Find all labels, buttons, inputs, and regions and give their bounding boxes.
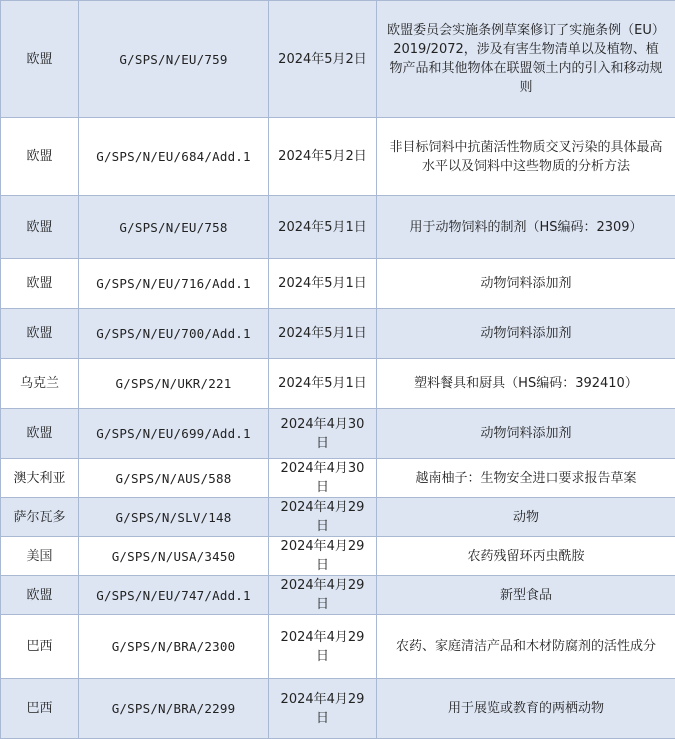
product-cell: 动物饲料添加剂 <box>377 259 675 309</box>
symbol-cell: G/SPS/N/EU/684/Add.1 <box>79 118 269 196</box>
date-cell: 2024年5月1日 <box>269 196 377 259</box>
member-cell: 乌克兰 <box>1 359 79 409</box>
table-row <box>1 576 675 615</box>
date-cell: 2024年4月29日 <box>269 537 377 576</box>
symbol-cell: G/SPS/N/EU/700/Add.1 <box>79 309 269 359</box>
date-cell: 2024年4月29日 <box>269 576 377 615</box>
member-cell: 欧盟 <box>1 409 79 459</box>
date-cell: 2024年4月29日 <box>269 679 377 739</box>
member-cell: 巴西 <box>1 679 79 739</box>
product-cell: 动物饲料添加剂 <box>377 309 675 359</box>
table-row <box>1 359 675 409</box>
member-cell: 澳大利亚 <box>1 459 79 498</box>
date-cell: 2024年5月1日 <box>269 309 377 359</box>
product-cell: 塑料餐具和厨具（HS编码：392410） <box>377 359 675 409</box>
date-cell: 2024年5月2日 <box>269 118 377 196</box>
table-row <box>1 679 675 739</box>
product-cell: 越南柚子：生物安全进口要求报告草案 <box>377 459 675 498</box>
table-row <box>1 498 675 537</box>
symbol-cell: G/SPS/N/EU/747/Add.1 <box>79 576 269 615</box>
product-cell: 用于动物饲料的制剂（HS编码：2309） <box>377 196 675 259</box>
table-row <box>1 459 675 498</box>
member-cell: 萨尔瓦多 <box>1 498 79 537</box>
member-cell: 巴西 <box>1 615 79 679</box>
date-cell: 2024年5月1日 <box>269 359 377 409</box>
table-row <box>1 309 675 359</box>
table-row <box>1 1 675 118</box>
date-cell: 2024年4月30日 <box>269 409 377 459</box>
product-cell: 用于展览或教育的两栖动物 <box>377 679 675 739</box>
symbol-cell: G/SPS/N/BRA/2299 <box>79 679 269 739</box>
table-row <box>1 259 675 309</box>
date-cell: 2024年4月29日 <box>269 498 377 537</box>
member-cell: 美国 <box>1 537 79 576</box>
symbol-cell: G/SPS/N/EU/716/Add.1 <box>79 259 269 309</box>
symbol-cell: G/SPS/N/EU/758 <box>79 196 269 259</box>
table-row <box>1 615 675 679</box>
product-cell: 农药残留环丙虫酰胺 <box>377 537 675 576</box>
product-cell: 非目标饲料中抗菌活性物质交叉污染的具体最高水平以及饲料中这些物质的分析方法 <box>377 118 675 196</box>
member-cell: 欧盟 <box>1 309 79 359</box>
product-cell: 新型食品 <box>377 576 675 615</box>
member-cell: 欧盟 <box>1 1 79 118</box>
table-row <box>1 118 675 196</box>
table-row <box>1 196 675 259</box>
product-cell: 动物 <box>377 498 675 537</box>
product-cell: 农药、家庭清洁产品和木材防腐剂的活性成分 <box>377 615 675 679</box>
symbol-cell: G/SPS/N/BRA/2300 <box>79 615 269 679</box>
member-cell: 欧盟 <box>1 118 79 196</box>
date-cell: 2024年5月1日 <box>269 259 377 309</box>
symbol-cell: G/SPS/N/AUS/588 <box>79 459 269 498</box>
table-row <box>1 537 675 576</box>
symbol-cell: G/SPS/N/EU/699/Add.1 <box>79 409 269 459</box>
date-cell: 2024年4月30日 <box>269 459 377 498</box>
date-cell: 2024年4月29日 <box>269 615 377 679</box>
symbol-cell: G/SPS/N/SLV/148 <box>79 498 269 537</box>
product-cell: 欧盟委员会实施条例草案修订了实施条例（EU）2019/2072，涉及有害生物清单以及植物、植物产品和其他物体在联盟领土内的引入和移动规则 <box>377 1 675 118</box>
member-cell: 欧盟 <box>1 196 79 259</box>
member-cell: 欧盟 <box>1 259 79 309</box>
product-cell: 动物饲料添加剂 <box>377 409 675 459</box>
date-cell: 2024年5月2日 <box>269 1 377 118</box>
table-row <box>1 409 675 459</box>
symbol-cell: G/SPS/N/UKR/221 <box>79 359 269 409</box>
symbol-cell: G/SPS/N/EU/759 <box>79 1 269 118</box>
member-cell: 欧盟 <box>1 576 79 615</box>
symbol-cell: G/SPS/N/USA/3450 <box>79 537 269 576</box>
